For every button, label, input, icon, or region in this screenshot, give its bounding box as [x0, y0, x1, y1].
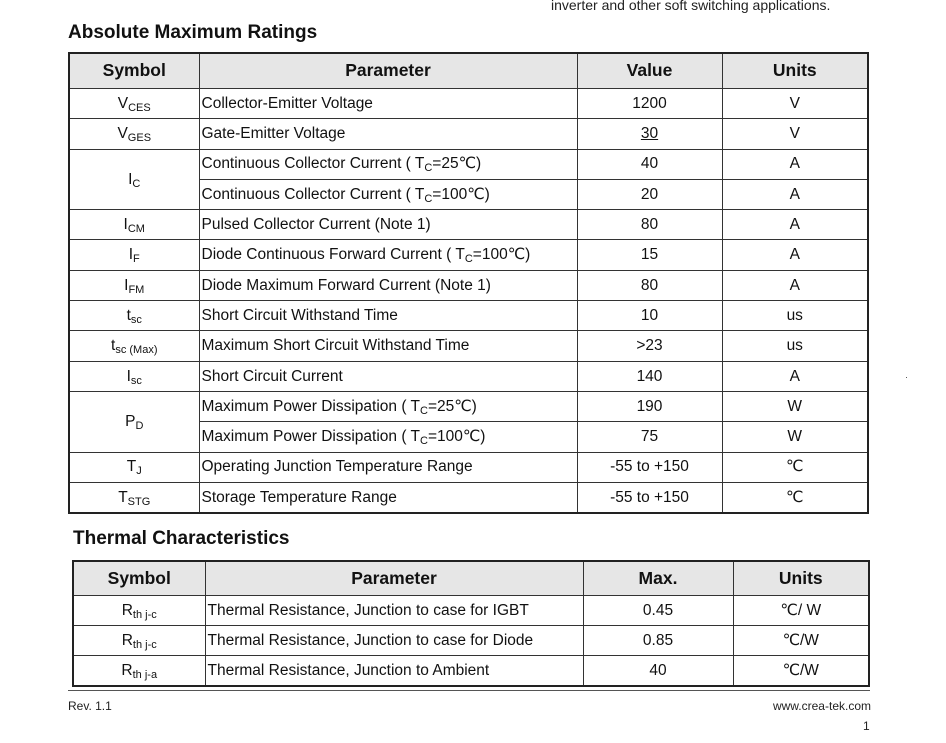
- absolute-max-title: Absolute Maximum Ratings: [68, 22, 318, 43]
- table-row: [69, 361, 868, 391]
- table-row: [69, 391, 868, 421]
- symbol-icm: ICM: [69, 210, 199, 240]
- value-cell: -55 to +150: [577, 452, 722, 482]
- table-header-row: [73, 561, 869, 596]
- unit-cell: ℃/ W: [733, 596, 869, 626]
- unit-cell: us: [722, 301, 868, 331]
- parameter-cell: Maximum Power Dissipation ( TC=25℃): [199, 391, 577, 421]
- parameter-cell: Collector-Emitter Voltage: [199, 89, 577, 119]
- footer-website: www.crea-tek.com: [772, 699, 871, 713]
- unit-cell: ℃: [722, 482, 868, 513]
- stray-dot: [906, 377, 907, 378]
- parameter-cell: Short Circuit Withstand Time: [199, 301, 577, 331]
- value-cell: 10: [577, 301, 722, 331]
- header-value: Value: [577, 53, 722, 89]
- symbol-tsc-max: tsc (Max): [69, 331, 199, 361]
- header-symbol: Symbol: [73, 561, 205, 596]
- unit-cell: ℃/W: [733, 656, 869, 687]
- thermal-title: Thermal Characteristics: [73, 528, 290, 549]
- parameter-cell: Thermal Resistance, Junction to Ambient: [205, 656, 583, 687]
- parameter-cell: Thermal Resistance, Junction to case for Diode: [205, 626, 583, 656]
- table-row: [69, 482, 868, 513]
- symbol-tj: TJ: [69, 452, 199, 482]
- unit-cell: ℃: [722, 452, 868, 482]
- unit-cell: A: [722, 270, 868, 300]
- parameter-cell: Diode Continuous Forward Current ( TC=100℃): [199, 240, 577, 270]
- unit-cell: A: [722, 179, 868, 209]
- continued-text: inverter and other soft switching applications.: [551, 0, 831, 13]
- unit-cell: A: [722, 149, 868, 179]
- header-units: Units: [722, 53, 868, 89]
- footer-revision: Rev. 1.1: [68, 699, 112, 713]
- unit-cell: ℃/W: [733, 626, 869, 656]
- value-cell: 30: [577, 119, 722, 149]
- footer-divider: [68, 690, 870, 691]
- parameter-cell: Operating Junction Temperature Range: [199, 452, 577, 482]
- table-row: [69, 240, 868, 270]
- parameter-cell: Short Circuit Current: [199, 361, 577, 391]
- header-units: Units: [733, 561, 869, 596]
- page-number: 1: [863, 719, 870, 733]
- parameter-cell: Thermal Resistance, Junction to case for IGBT: [205, 596, 583, 626]
- unit-cell: V: [722, 89, 868, 119]
- symbol-pd: PD: [69, 391, 199, 452]
- parameter-cell: Continuous Collector Current ( TC=100℃): [199, 179, 577, 209]
- parameter-cell: Maximum Power Dissipation ( TC=100℃): [199, 422, 577, 452]
- symbol-ic: IC: [69, 149, 199, 210]
- parameter-cell: Storage Temperature Range: [199, 482, 577, 513]
- symbol-vges: VGES: [69, 119, 199, 149]
- unit-cell: W: [722, 422, 868, 452]
- value-cell: 1200: [577, 89, 722, 119]
- symbol-rth-jc: Rth j-c: [73, 596, 205, 626]
- symbol-vces: VCES: [69, 89, 199, 119]
- parameter-cell: Pulsed Collector Current (Note 1): [199, 210, 577, 240]
- value-cell: 140: [577, 361, 722, 391]
- parameter-cell: Gate-Emitter Voltage: [199, 119, 577, 149]
- value-cell: 80: [577, 270, 722, 300]
- value-cell: 15: [577, 240, 722, 270]
- table-row: [69, 89, 868, 119]
- symbol-tstg: TSTG: [69, 482, 199, 513]
- table-row: [69, 331, 868, 361]
- value-cell: 20: [577, 179, 722, 209]
- absolute-max-table: [68, 52, 869, 514]
- symbol-ifm: IFM: [69, 270, 199, 300]
- unit-cell: us: [722, 331, 868, 361]
- table-row: [69, 270, 868, 300]
- value-cell: 80: [577, 210, 722, 240]
- value-cell: 40: [577, 149, 722, 179]
- unit-cell: A: [722, 210, 868, 240]
- unit-cell: W: [722, 391, 868, 421]
- value-cell: 40: [583, 656, 733, 687]
- value-cell: 0.85: [583, 626, 733, 656]
- table-row: [69, 452, 868, 482]
- table-row: [73, 596, 869, 626]
- symbol-isc: Isc: [69, 361, 199, 391]
- table-row: [73, 656, 869, 687]
- symbol-rth-jc: Rth j-c: [73, 626, 205, 656]
- unit-cell: A: [722, 240, 868, 270]
- table-row: [73, 626, 869, 656]
- value-cell: 75: [577, 422, 722, 452]
- table-header-row: [69, 53, 868, 89]
- table-row: [69, 210, 868, 240]
- unit-cell: V: [722, 119, 868, 149]
- value-cell: 0.45: [583, 596, 733, 626]
- thermal-table: [72, 560, 870, 687]
- parameter-cell: Maximum Short Circuit Withstand Time: [199, 331, 577, 361]
- header-symbol: Symbol: [69, 53, 199, 89]
- symbol-rth-ja: Rth j-a: [73, 656, 205, 687]
- table-row: [69, 301, 868, 331]
- header-parameter: Parameter: [205, 561, 583, 596]
- table-row: [69, 119, 868, 149]
- parameter-cell: Diode Maximum Forward Current (Note 1): [199, 270, 577, 300]
- value-cell: -55 to +150: [577, 482, 722, 513]
- unit-cell: A: [722, 361, 868, 391]
- symbol-if: IF: [69, 240, 199, 270]
- parameter-cell: Continuous Collector Current ( TC=25℃): [199, 149, 577, 179]
- header-max: Max.: [583, 561, 733, 596]
- header-parameter: Parameter: [199, 53, 577, 89]
- symbol-tsc: tsc: [69, 301, 199, 331]
- table-row: [69, 149, 868, 179]
- value-cell: >23: [577, 331, 722, 361]
- value-cell: 190: [577, 391, 722, 421]
